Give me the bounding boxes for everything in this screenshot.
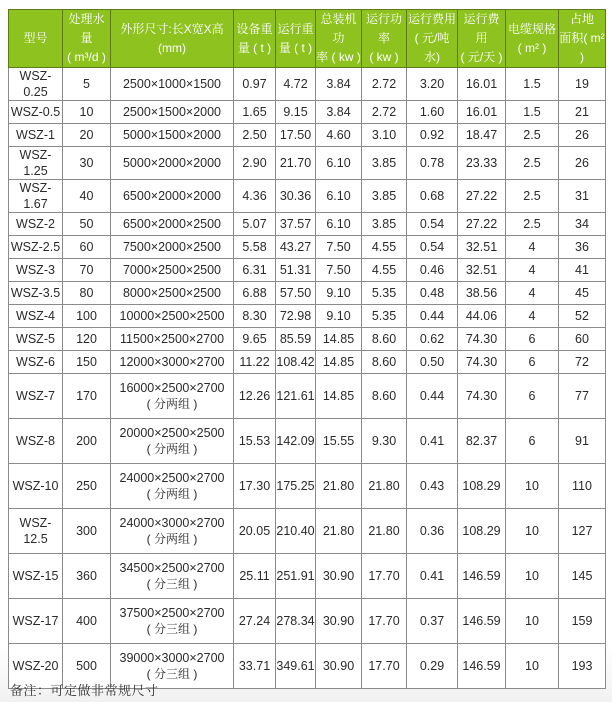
cell-cost-ton: 0.50 [407, 351, 458, 374]
cell-total-power: 14.85 [316, 374, 362, 419]
header-line1: 运行费用 [407, 12, 456, 26]
column-header [9, 10, 63, 68]
dimension-value: 16000×2500×2700 [119, 381, 225, 395]
table-row [9, 374, 606, 419]
spec-table [8, 9, 606, 689]
cell-area: 193 [559, 644, 606, 689]
cell-model: WSZ-2.5 [9, 236, 63, 259]
cell-total-power: 6.10 [316, 147, 362, 180]
cell-dim [111, 282, 234, 305]
cell-dim [111, 464, 234, 509]
cell-cost-day: 44.06 [458, 305, 506, 328]
dimension-group-note: ( 分两组 ) [146, 397, 198, 411]
column-header [276, 10, 316, 68]
header-line2: 量 ( t ) [278, 40, 313, 55]
column-header [316, 10, 362, 68]
cell-run-power: 8.60 [362, 328, 407, 351]
cell-flow: 360 [63, 554, 111, 599]
table-row [9, 101, 606, 124]
cell-run-weight: 108.42 [276, 351, 316, 374]
dimension-value: 39000×3000×2700 [119, 651, 225, 665]
cell-dim [111, 305, 234, 328]
cell-flow: 20 [63, 124, 111, 147]
cell-dim [111, 328, 234, 351]
cell-run-weight: 85.59 [276, 328, 316, 351]
cell-model: WSZ-1.25 [9, 147, 63, 180]
cell-run-power: 5.35 [362, 282, 407, 305]
header-line1: 总装机功 [320, 12, 357, 45]
cell-cost-day: 74.30 [458, 374, 506, 419]
cell-model: WSZ-5 [9, 328, 63, 351]
cell-cost-day: 18.47 [458, 124, 506, 147]
cell-run-power: 4.55 [362, 259, 407, 282]
table-row [9, 554, 606, 599]
table-row [9, 464, 606, 509]
cell-cost-day: 32.51 [458, 236, 506, 259]
cell-area: 36 [559, 236, 606, 259]
cell-cost-day: 27.22 [458, 213, 506, 236]
cell-cable: 6 [506, 351, 559, 374]
column-header [407, 10, 458, 68]
cell-total-power: 7.50 [316, 259, 362, 282]
header-line1: 型号 [23, 31, 48, 45]
cell-area: 19 [559, 68, 606, 101]
cell-flow: 50 [63, 213, 111, 236]
cell-area: 77 [559, 374, 606, 419]
dimension-value: 10000×2500×2500 [119, 309, 225, 323]
column-header [63, 10, 111, 68]
cell-total-power: 6.10 [316, 213, 362, 236]
cell-total-power: 21.80 [316, 464, 362, 509]
cell-flow: 120 [63, 328, 111, 351]
cell-total-power: 9.10 [316, 282, 362, 305]
cell-total-power: 30.90 [316, 599, 362, 644]
cell-run-weight: 349.61 [276, 644, 316, 689]
cell-run-weight: 17.50 [276, 124, 316, 147]
cell-cost-ton: 1.60 [407, 101, 458, 124]
cell-model: WSZ-7 [9, 374, 63, 419]
cell-model: WSZ-2 [9, 213, 63, 236]
cell-flow: 80 [63, 282, 111, 305]
column-header [559, 10, 606, 68]
cell-cable: 10 [506, 509, 559, 554]
cell-cost-day: 108.29 [458, 509, 506, 554]
cell-dim [111, 351, 234, 374]
cell-dim [111, 180, 234, 213]
table-row [9, 328, 606, 351]
table-row [9, 147, 606, 180]
cell-weight: 2.50 [234, 124, 276, 147]
cell-run-weight: 30.36 [276, 180, 316, 213]
dimension-value: 11500×2500×2700 [119, 332, 225, 346]
cell-weight: 25.11 [234, 554, 276, 599]
cell-model: WSZ-17 [9, 599, 63, 644]
cell-dim [111, 419, 234, 464]
cell-cost-day: 38.56 [458, 282, 506, 305]
cell-run-weight: 278.34 [276, 599, 316, 644]
cell-run-power: 2.72 [362, 68, 407, 101]
cell-area: 159 [559, 599, 606, 644]
cell-cost-day: 82.37 [458, 419, 506, 464]
cell-cable: 10 [506, 644, 559, 689]
dimension-value: 37500×2500×2700 [119, 606, 225, 620]
cell-cable: 4 [506, 236, 559, 259]
table-row [9, 282, 606, 305]
header-line2: 率 ( kw ) [316, 50, 361, 64]
cell-run-power: 3.85 [362, 147, 407, 180]
cell-cost-day: 146.59 [458, 599, 506, 644]
cell-total-power: 30.90 [316, 644, 362, 689]
cell-run-power: 3.10 [362, 124, 407, 147]
cell-run-weight: 51.31 [276, 259, 316, 282]
cell-cable: 10 [506, 464, 559, 509]
cell-area: 41 [559, 259, 606, 282]
cell-flow: 250 [63, 464, 111, 509]
cell-cable: 2.5 [506, 213, 559, 236]
cell-run-power: 5.35 [362, 305, 407, 328]
header-line2: ( 元/天 ) [460, 50, 503, 64]
cell-cost-ton: 0.44 [407, 374, 458, 419]
cell-area: 60 [559, 328, 606, 351]
header-line2: ( kw ) [369, 50, 399, 64]
cell-total-power: 6.10 [316, 180, 362, 213]
cell-run-weight: 21.70 [276, 147, 316, 180]
cell-model: WSZ-1.67 [9, 180, 63, 213]
cell-model: WSZ-3 [9, 259, 63, 282]
cell-model: WSZ-0.25 [9, 68, 63, 101]
cell-dim [111, 599, 234, 644]
cell-total-power: 30.90 [316, 554, 362, 599]
cell-cable: 1.5 [506, 101, 559, 124]
cell-run-weight: 142.09 [276, 419, 316, 464]
cell-weight: 6.31 [234, 259, 276, 282]
cell-model: WSZ-20 [9, 644, 63, 689]
cell-total-power: 7.50 [316, 236, 362, 259]
cell-dim [111, 68, 234, 101]
cell-run-power: 8.60 [362, 374, 407, 419]
cell-dim [111, 236, 234, 259]
cell-run-weight: 37.57 [276, 213, 316, 236]
cell-cost-day: 108.29 [458, 464, 506, 509]
cell-cost-day: 23.33 [458, 147, 506, 180]
cell-cost-ton: 0.36 [407, 509, 458, 554]
cell-total-power: 15.55 [316, 419, 362, 464]
cell-area: 34 [559, 213, 606, 236]
header-line2: ( 元/吨水) [414, 31, 450, 64]
cell-area: 127 [559, 509, 606, 554]
cell-run-power: 2.72 [362, 101, 407, 124]
cell-run-power: 21.80 [362, 464, 407, 509]
cell-cost-ton: 0.54 [407, 236, 458, 259]
header-line1: 运行费用 [463, 12, 500, 45]
footnote: 备注：可定做非常规尺寸 [10, 684, 159, 699]
cell-cable: 4 [506, 282, 559, 305]
cell-area: 21 [559, 101, 606, 124]
column-header [234, 10, 276, 68]
cell-dim [111, 509, 234, 554]
cell-run-weight: 9.15 [276, 101, 316, 124]
cell-total-power: 14.85 [316, 351, 362, 374]
cell-model: WSZ-3.5 [9, 282, 63, 305]
dimension-value: 5000×2000×2000 [122, 156, 222, 170]
cell-model: WSZ-4 [9, 305, 63, 328]
column-header [458, 10, 506, 68]
header-line2: 面积( m² ) [559, 31, 605, 64]
cell-weight: 15.53 [234, 419, 276, 464]
table-row [9, 236, 606, 259]
cell-cost-ton: 0.78 [407, 147, 458, 180]
cell-run-weight: 43.27 [276, 236, 316, 259]
cell-weight: 1.65 [234, 101, 276, 124]
header-row [9, 10, 606, 68]
cell-flow: 5 [63, 68, 111, 101]
cell-weight: 27.24 [234, 599, 276, 644]
cell-cost-ton: 0.43 [407, 464, 458, 509]
cell-flow: 170 [63, 374, 111, 419]
cell-cable: 2.5 [506, 180, 559, 213]
cell-weight: 6.88 [234, 282, 276, 305]
cell-cost-ton: 0.41 [407, 554, 458, 599]
cell-total-power: 14.85 [316, 328, 362, 351]
cell-weight: 9.65 [234, 328, 276, 351]
cell-cable: 6 [506, 328, 559, 351]
cell-cable: 6 [506, 419, 559, 464]
cell-flow: 40 [63, 180, 111, 213]
cell-weight: 12.26 [234, 374, 276, 419]
cell-cable: 4 [506, 305, 559, 328]
cell-total-power: 21.80 [316, 509, 362, 554]
cell-run-weight: 57.50 [276, 282, 316, 305]
cell-run-power: 17.70 [362, 554, 407, 599]
header-line1: 运行功率 [365, 12, 402, 45]
dimension-value: 6500×2000×2000 [122, 189, 222, 203]
table-row [9, 351, 606, 374]
cell-area: 52 [559, 305, 606, 328]
table-row [9, 509, 606, 554]
cell-cost-ton: 3.20 [407, 68, 458, 101]
cell-run-weight: 251.91 [276, 554, 316, 599]
cell-weight: 0.97 [234, 68, 276, 101]
cell-flow: 60 [63, 236, 111, 259]
header-line1: 设备重 [236, 21, 273, 36]
cell-run-power: 17.70 [362, 599, 407, 644]
cell-area: 72 [559, 351, 606, 374]
cell-run-power: 8.60 [362, 351, 407, 374]
dimension-value: 6500×2000×2500 [122, 217, 222, 231]
cell-cable: 2.5 [506, 124, 559, 147]
cell-cost-ton: 0.92 [407, 124, 458, 147]
table-row [9, 419, 606, 464]
cell-dim [111, 101, 234, 124]
dimension-value: 12000×3000×2700 [119, 355, 225, 369]
cell-run-weight: 175.25 [276, 464, 316, 509]
header-line1: 运行重 [277, 21, 314, 36]
header-line2: 量 ( t ) [237, 40, 272, 55]
cell-cost-ton: 0.68 [407, 180, 458, 213]
cell-cost-ton: 0.62 [407, 328, 458, 351]
cell-cable: 6 [506, 374, 559, 419]
cell-flow: 70 [63, 259, 111, 282]
cell-run-power: 17.70 [362, 644, 407, 689]
table-row [9, 305, 606, 328]
cell-cable: 10 [506, 599, 559, 644]
cell-dim [111, 147, 234, 180]
cell-dim [111, 374, 234, 419]
cell-cost-day: 16.01 [458, 68, 506, 101]
cell-run-power: 3.85 [362, 213, 407, 236]
dimension-value: 2500×1000×1500 [122, 77, 222, 91]
dimension-group-note: ( 分三组 ) [146, 622, 198, 636]
header-line1: 外形尺寸:长X宽X高(mm) [120, 21, 224, 55]
dimension-group-note: ( 分两组 ) [146, 487, 198, 501]
cell-cable: 10 [506, 554, 559, 599]
cell-run-power: 21.80 [362, 509, 407, 554]
cell-flow: 10 [63, 101, 111, 124]
cell-flow: 150 [63, 351, 111, 374]
cell-weight: 5.07 [234, 213, 276, 236]
cell-area: 45 [559, 282, 606, 305]
cell-flow: 200 [63, 419, 111, 464]
cell-cost-day: 27.22 [458, 180, 506, 213]
cell-cost-ton: 0.37 [407, 599, 458, 644]
column-header [506, 10, 559, 68]
table-row [9, 599, 606, 644]
cell-cost-day: 146.59 [458, 644, 506, 689]
cell-model: WSZ-1 [9, 124, 63, 147]
spec-table-container [8, 9, 606, 689]
cell-flow: 400 [63, 599, 111, 644]
table-row [9, 124, 606, 147]
cell-cost-day: 74.30 [458, 328, 506, 351]
cell-total-power: 3.84 [316, 101, 362, 124]
table-body [9, 68, 606, 689]
cell-weight: 20.05 [234, 509, 276, 554]
cell-dim [111, 259, 234, 282]
cell-cost-ton: 0.48 [407, 282, 458, 305]
cell-model: WSZ-12.5 [9, 509, 63, 554]
cell-cost-day: 74.30 [458, 351, 506, 374]
cell-area: 91 [559, 419, 606, 464]
dimension-group-note: ( 分两组 ) [146, 532, 198, 546]
cell-cost-ton: 0.29 [407, 644, 458, 689]
cell-area: 31 [559, 180, 606, 213]
dimension-value: 24000×2500×2700 [119, 471, 225, 485]
cell-flow: 30 [63, 147, 111, 180]
cell-area: 26 [559, 124, 606, 147]
dimension-value: 7000×2500×2500 [122, 263, 222, 277]
cell-flow: 500 [63, 644, 111, 689]
cell-cost-day: 32.51 [458, 259, 506, 282]
cell-area: 26 [559, 147, 606, 180]
cell-weight: 17.30 [234, 464, 276, 509]
cell-run-weight: 4.72 [276, 68, 316, 101]
dimension-value: 8000×2500×2500 [122, 286, 222, 300]
cell-weight: 2.90 [234, 147, 276, 180]
cell-run-power: 3.85 [362, 180, 407, 213]
cell-cable: 1.5 [506, 68, 559, 101]
cell-total-power: 9.10 [316, 305, 362, 328]
cell-run-weight: 121.61 [276, 374, 316, 419]
cell-cost-ton: 0.41 [407, 419, 458, 464]
cell-weight: 8.30 [234, 305, 276, 328]
header-line1: 占地 [569, 12, 594, 26]
table-row [9, 180, 606, 213]
header-line1: 处理水量 [68, 12, 105, 45]
cell-model: WSZ-0.5 [9, 101, 63, 124]
cell-run-power: 4.55 [362, 236, 407, 259]
cell-cost-ton: 0.54 [407, 213, 458, 236]
cell-model: WSZ-8 [9, 419, 63, 464]
cell-cable: 2.5 [506, 147, 559, 180]
dimension-value: 5000×1500×2000 [122, 128, 222, 142]
cell-dim [111, 554, 234, 599]
cell-dim [111, 124, 234, 147]
cell-flow: 300 [63, 509, 111, 554]
cell-weight: 5.58 [234, 236, 276, 259]
dimension-group-note: ( 分三组 ) [146, 577, 198, 591]
cell-run-power: 9.30 [362, 419, 407, 464]
cell-model: WSZ-6 [9, 351, 63, 374]
cell-cost-ton: 0.46 [407, 259, 458, 282]
cell-total-power: 4.60 [316, 124, 362, 147]
column-header [362, 10, 407, 68]
cell-cable: 4 [506, 259, 559, 282]
dimension-value: 34500×2500×2700 [119, 561, 225, 575]
cell-area: 145 [559, 554, 606, 599]
cell-weight: 11.22 [234, 351, 276, 374]
dimension-group-note: ( 分三组 ) [146, 667, 198, 681]
cell-total-power: 3.84 [316, 68, 362, 101]
table-row [9, 68, 606, 101]
cell-flow: 100 [63, 305, 111, 328]
cell-cost-day: 146.59 [458, 554, 506, 599]
table-row [9, 259, 606, 282]
cell-weight: 33.71 [234, 644, 276, 689]
dimension-value: 24000×3000×2700 [119, 516, 225, 530]
cell-weight: 4.36 [234, 180, 276, 213]
column-header [111, 10, 234, 68]
dimension-value: 20000×2500×2500 [119, 426, 225, 440]
dimension-group-note: ( 分两组 ) [146, 442, 198, 456]
cell-model: WSZ-15 [9, 554, 63, 599]
cell-cost-ton: 0.44 [407, 305, 458, 328]
header-line2: ( m³/d ) [67, 50, 106, 64]
table-row [9, 213, 606, 236]
cell-run-weight: 72.98 [276, 305, 316, 328]
header-line1: 电缆规格 [507, 21, 556, 36]
cell-model: WSZ-10 [9, 464, 63, 509]
cell-dim [111, 213, 234, 236]
dimension-value: 7500×2000×2500 [122, 240, 222, 254]
cell-cost-day: 16.01 [458, 101, 506, 124]
cell-area: 110 [559, 464, 606, 509]
header-line2: ( m² ) [517, 40, 547, 55]
dimension-value: 2500×1500×2000 [122, 105, 222, 119]
cell-run-weight: 210.40 [276, 509, 316, 554]
